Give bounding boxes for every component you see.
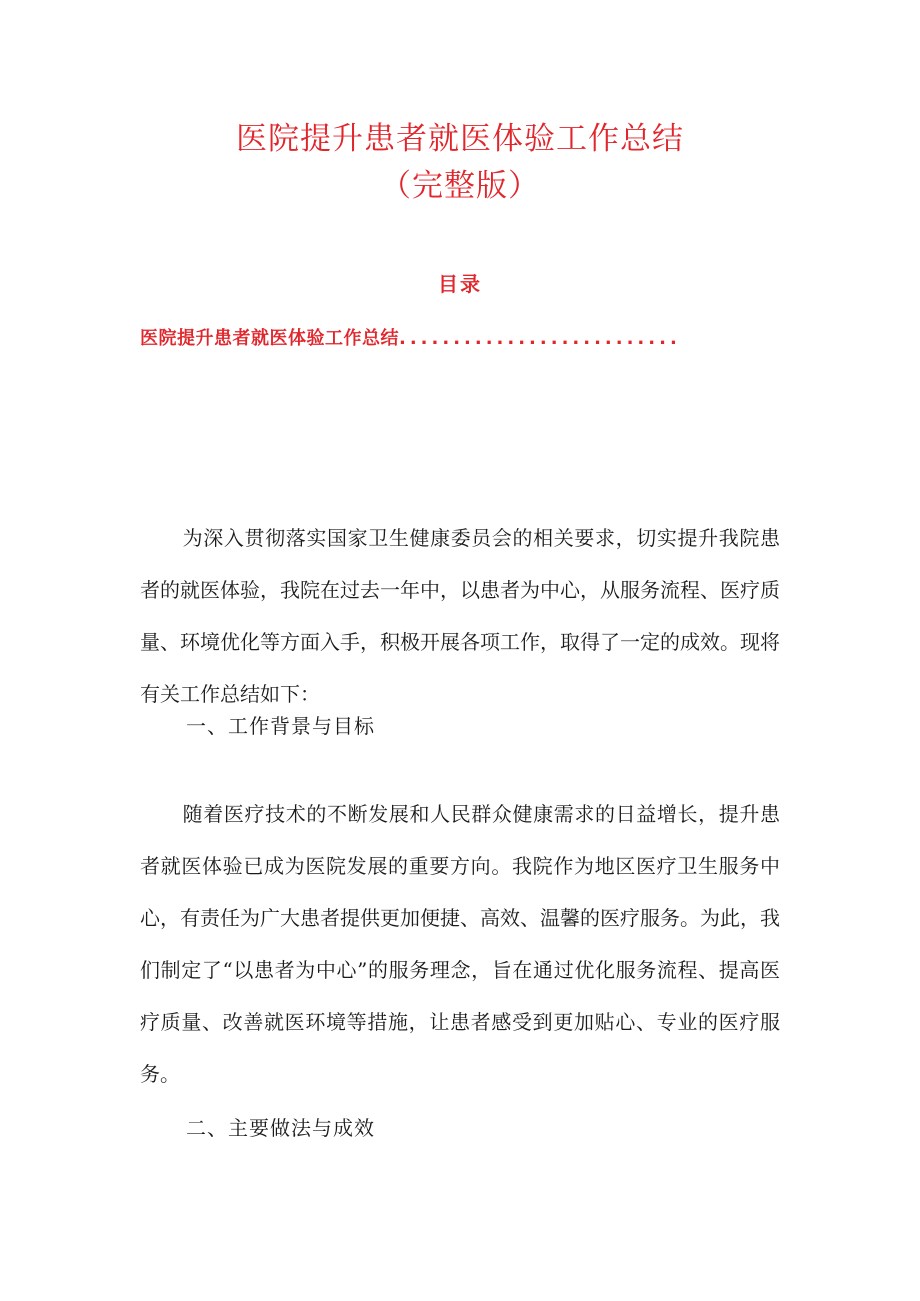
document-title: 医院提升患者就医体验工作总结 — [236, 121, 684, 157]
toc-entry-label: 医院提升患者就医体验工作总结 — [140, 328, 399, 349]
intro-text: 为深入贯彻落实国家卫生健康委员会的相关要求，切实提升我院患者的就医体验，我院在过去一年中，以患者为中心，从服务流程、医疗质量、环境优化等方面入手，积极开展各项工作，取得了一定的成效。现将有关工作总结如下： — [140, 526, 780, 706]
intro-paragraph — [140, 512, 780, 720]
section-1-text: 随着医疗技术的不断发展和人民群众健康需求的日益增长，提升患者就医体验已成为医院发展的重要方向。我院作为地区医疗卫生服务中心，有责任为广大患者提供更加便捷、高效、温馨的医疗服务。为此，我们制定了“以患者为中心”的服务理念，旨在通过优化服务流程、提高医疗质量、改善就医环境等措施，让患者感受到更加贴心、专业的医疗服务。 — [140, 802, 780, 1086]
toc-heading: 目录 — [438, 272, 482, 296]
toc-entry[interactable] — [140, 324, 681, 350]
section-1-heading: 一、工作背景与目标 — [186, 714, 375, 738]
section-1-paragraph — [140, 788, 780, 1100]
section-2-heading: 二、主要做法与成效 — [186, 1116, 375, 1140]
toc-entry-leader: .......................... — [399, 328, 681, 349]
document-subtitle: （完整版） — [380, 168, 540, 204]
